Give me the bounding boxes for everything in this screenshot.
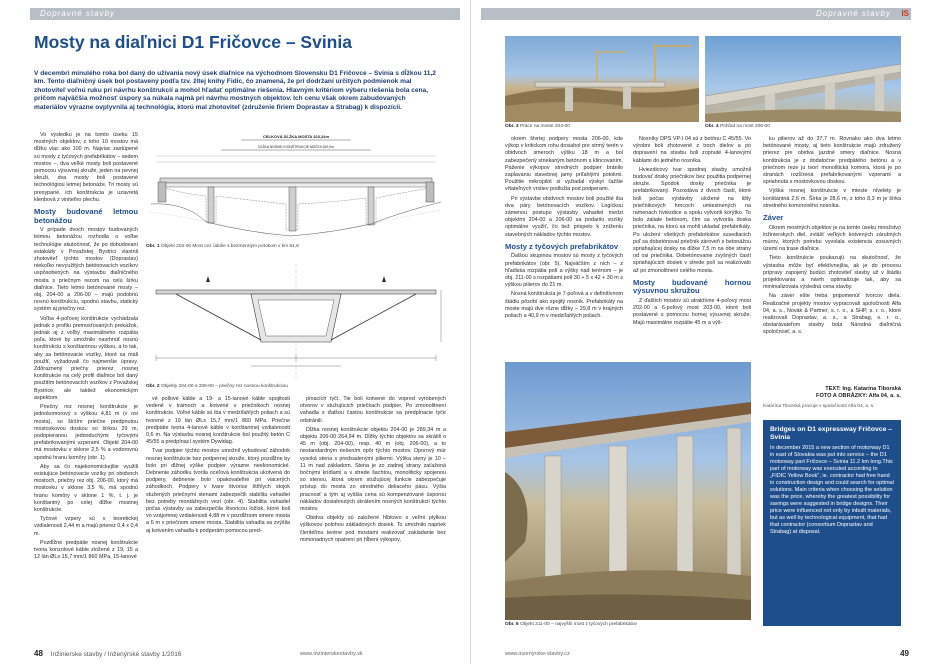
figure-1-caption [146, 244, 446, 250]
journal-name: Inžinierske stavby / Inženýrské stavby 1/2016 [50, 651, 182, 658]
subheading: Záver [763, 213, 784, 223]
subheading: Mosty budované hornou výsuvnou skružou [633, 277, 751, 296]
paragraph: Pozdĺžne predpätie nosnej konštrukcie tvoria konzolové káble zložené z 19, 15 a 12 lán ØLs 15,7 mm/1 860 MPa, 15-lanové [34, 539, 138, 561]
paragraph: V prípade dvoch mostov budovaných letmou betonážou rozhodla o voľbe technológie skutočnosť, že po dobudovaní estakády v Považskej Bystrici vlastnil zhotoviteľ týchto mostov (Doprastav) niekoľko nevyužitých betónovacích vozíkov uspôsobených na výstavbu diaľničného mosta s priečnym rezom na celú šírku diaľnice. Tieto letmo betónované mosty – obj. 204-00 a 206-00 – majú podobnú nosnú konštrukciu, spodnú stavbu, statický systém aj priečny rez. [34, 227, 138, 313]
caption-label: Obr. 1 [146, 244, 160, 249]
paragraph: Priečny rez nosnej konštrukcie je jednokomorový s výškou 4,81 m (v osi mosta), so širším priečne predpnutou mostovkovou doskou so šírkou 29 m, podopieranou jednoduchými tyčovými prefabrikovanými vzperami. Objekt 204-00 má mostovku v sklone 2,5 % a vodorovnú spodnú hranu komôry (obr. 1). [34, 404, 138, 461]
construction-photo-svg [505, 36, 699, 122]
figure-2-cross-section-drawing [146, 262, 446, 382]
paragraph: Pri výstavbe obidvoch mostov boli použité iba dva páry betónovacích vozíkov. Logickou zámenou postupu výstavby vahadiel medzi objektmi 204-00 a 206-00 sa podarilo vozíky optimálne využiť, čo tiež prispelo k zníženiu stavebných nákladov týchto mostov. [505, 195, 623, 238]
article-lead: V decembri minulého roka bol daný do užívania nový úsek diaľnice na východnom Slovensku D1 Fričovce – Svinia s dĺžkou 11,2 km. Tento diaľničný úsek bol postavený podľa tzv. žltej knihy Fidic, čo znamená, že pri dodržaní určitých podmienok mal zhotoviteľ voľnú ruku pri návrhu konštrukcií a mohol hľadať optimálne riešenia. Hlavným kritériom výberu riešenia bola cena, pričom najväčšia možnosť úspory sa núkala najmä pri návrhu mostných objektov. Ich cenu však okrem zabudovaných materiálov výrazne ovplyvnila aj technológia, ktorú mal zhotoviteľ (združenie firiem Doprastav a Strabag) k dispozícii. [34, 70, 436, 111]
paragraph: pínacích tyčí. Tie boli kotvené do vopred vyrobených otvorov v stužujúcich priečkach podpier. Po zmonolitnení vahadla s ďalšou častou konštrukcie sa predpínacie tyče odstránili. [300, 396, 446, 424]
page-number: 49 [900, 649, 909, 658]
left-column-3 [300, 396, 446, 644]
right-column-1 [505, 136, 623, 358]
caption-label: Obr. 5 [505, 622, 519, 627]
paragraph: Obidva objekty sú založené hĺbkovo s veľmi plytkou výškovou polohou základových dosiek. To umožnilo napriek čleriteľmu teréne pod mostami realizovať zakladanie bez mimoriadnych opatrení pri hĺbení výkopov, [300, 515, 446, 543]
right-page [470, 0, 940, 664]
paragraph: Na záver ešte treba pripomenúť tvorcov diela. Realizačné projekty mostov vypracovali spoločnosti Alfa 04, a. s., Novák & Partner, s. r. o., a SHP, s. r. o., ktoré realizovali Doprastav, a. s., a Strabag, s. r. o., obstarávateľom stavby bola Národná diaľničná spoločnosť, a. s. [763, 293, 901, 336]
right-footer-url: www.inzenyrske-stavby.cz [505, 651, 570, 657]
paragraph: ku pilierov až do 37,7 m. Rovnako ako dva letmo betónované mosty, aj tieto konštrukcie majú združený prierez pre obidva jazdné smery diaľnice. Nosná konštrukcia je z dodatočne predpätého betónu a v priečnom reze ju tvorí monolitická komora, ktorá je po stranách rozšírená prefabrikovanými vzperami a spriahnutá s mostovkovou doskou. [763, 136, 901, 186]
section-label: Dopravné stavby [815, 9, 891, 18]
summary-title: Bridges on D1 expressway Fričovce – Svinia [770, 426, 893, 441]
author-text-credit: TEXT: Ing. Katarína Tiborská [825, 386, 901, 392]
paragraph: Tieto konštrukcie poukazujú na skutočnosť, že výstavba môže byť efektívnejšia, ak je do procesu prípravy zapojený budúci zhotoviteľ stavby už v štádiu projektovania a návrh optimalizuje tak, aby sa minimalizovala výsledná cena stavby. [763, 255, 901, 291]
right-column-2 [633, 136, 751, 358]
figure-5-photo [505, 362, 751, 620]
bridge-piers-photo-svg [505, 362, 751, 620]
figure-3-caption [505, 124, 699, 130]
paragraph: Nosná konštrukcia je 7-poľová a v definitívnom štádiu pôsobí ako spojitý nosník. Prefabrikáty na moste majú dve rôzne dĺžky – 29,8 m v krajných poliach a 40,9 m v medziľahlých poliach. [505, 291, 623, 320]
drawing-title: CELKOVÁ DĹŽKA MOSTA 323,34m [262, 134, 330, 139]
figure-2-caption [146, 384, 446, 390]
figure-4-caption [705, 124, 901, 130]
paragraph: Dĺžka nosnej konštrukcie objektu 204-00 je 289,34 m a objektu 206-00 264,94 m. Dĺžky týchto objektov sa skrátili o 45 m (obj. 204-00), resp. 40 m (obj. 206-00), a to nestandardným riešením opôr týchto mostov. Oporový múr vysoká stena s predsadenými piliermi. Výška steny je 10 – 11 m nad základom. Stena je zo zadnej strany zaťažená bočnými krídlami a v strede šachtou, monoliticky spojenou so stenou, ktorá okrem stužujúcej funkcie zabezpečuje prístup do mosta zo stredného deliaceho pásu. Výšia pracnosť a tým aj vyššia cena sú kompenzované úsporou nákladov dosiahnutých skrátením nosných konštrukcií týchto mostov. [300, 426, 446, 513]
figure-4-photo [705, 36, 901, 122]
left-footer [34, 649, 182, 658]
paragraph: Okrem mostných objektov je na tomto úseku množstvo inžinierskych diel, zvlášť veľkých kotvených zárubných múrov, ktorých potrebu vyvolala existencia zosuvných území na trase diaľnice. [763, 224, 901, 253]
paragraph: Tyčové vzpery sú v teoretickej vzdialenosti 2,44 m a majú prierez 0,4 x 0,4 m. [34, 516, 138, 537]
left-footer-url: www.inzinierskestavby.sk [300, 651, 363, 657]
figure-1-elevation-drawing [146, 132, 446, 242]
caption-text: Pohľad na most 206-00 [719, 124, 770, 129]
paragraph: Z ďalších mostov sú atraktívne 4-poľový most 202-00 a 6-poľový most 203-00, ktoré boli postavené s pomocou hornej výsuvnej skruže. Majú maximálne rozpätie 45 m a výš- [633, 298, 751, 326]
left-column-2 [146, 396, 290, 644]
drawing-subtitle: DĹŽKA NOSNEJ KONŠTRUKCIE MOSTA 320,0m [258, 145, 334, 149]
paragraph: okrem štvrtej podpery mosta 206-00, kde výkop v kritickom rohu dosiahol pre strmý terén v obidvoch smeroch výšku 18 m a bol zabezpečený striekaným betónom s klincovaním. Paženie výkopov stredných podpier bránilo zapĺavaniu stavebnej jamy priľahlými potokmi. Použitie mikropilót si vyžiadal výskyt ťažšie vŕtateľných vrstiev podložia pod podperami. [505, 136, 623, 193]
page-number: 48 [34, 649, 43, 658]
paragraph: Hviezdicový tvar spodnej stavby umožnil budovať dosky priečnikov bez použitia podpernej skruže. Spodok dosky priečnika je prefabrikovaný. Pozostáva z dvoch častí, ktoré boli počas výstavby uložené na lišty priečnikových hrncoch umiestnených na ramenách hviezdice a spolu vytvorili korýtko. To bolo zaliate betónom, čím sa vytvorila doska priečnika, na ktorú sa mohli ukladať prefabrikáty. Po uložení všetkých prefabrikátov susediacich poľ sa dobetónoval priečnik zároveň s betonážou spriahajúcej dosky na dĺžke 7,5 m na obe strany od osi priečnika. Dobetónovanie zvyšných častí spriahajúcich dosiek v strede polí sa realizovalo až po zmonolitnení celého mosta. [633, 166, 751, 274]
caption-text: Práce na moste 204-00 [519, 124, 570, 129]
caption-text: Objekty 204-00 a 206-00 – priečny rez nosnou konštrukciou [160, 384, 288, 389]
caption-label: Obr. 3 [505, 124, 519, 129]
author-bio: Katarína Tiborská pracuje v spoločnosti Alfa 04, a. s. [763, 404, 875, 409]
bridge-elevation-svg [146, 132, 446, 242]
paragraph: Vo výsledku je na tomto úseku 15 mostných objektov, z toho 10 mostov má dĺžku viac ako 100 m. Najviac zastúpené sú mosty z tyčových prefabrikátov – sedem mostov –, dva veľké mosty boli postavené pomocou výsuvnej skruže, jeden na pevnej skruži, dva mosty boli postavené technológiou letmej betonáže. Tri mosty sú presypané, ich konštrukcia je uzavretá klenbová z viniteľno plechu. [34, 132, 138, 203]
paragraph: Ďalšou skupinou mostov sú mosty z tyčových prefabrikátov (obr. 5). Najväčším z nich – z hľadiska rozpätia polí a výšky nad terénom – je obj. 211-00 s rozpätiami polí 30 + 5 x 42 + 30 m s výškou pilierov do 21 m. [505, 253, 623, 289]
paragraph: vé pollové káble a 19- a 15-lanové káble spojitosti vedené v trámoch a kotvené v priečnikoch nosnej konštrukcie. Voľné káble sú iba v medziľahlých poliach a sú tvorené z 19 lán ØLs 15,7 mm/1 860 MPa. Priečne predpätie tvoria 4-lanové káble v konštantnej vzdialenosti 0,6 m. Na výstavbu nosnej konštrukcie bol použitý betón C 45/55 a predpínací systém Dywidag. [146, 396, 290, 446]
subheading: Mosty z tyčových prefabrikátov [505, 241, 619, 251]
figure-5-caption [505, 622, 751, 628]
caption-text: Objekt 204-00 Most cez údolie s bezmenným potokom v km 81,8 [160, 244, 299, 249]
cross-section-svg [146, 262, 446, 382]
author-photo-credit: FOTO A OBRÁZKY: Alfa 04, a. s. [816, 393, 901, 399]
paragraph: Voľba 4-poľovej konštrukcie vychádzala jednak z profilu premosťovaných prekážok, jednak aj z voľby maximálneho rozpätia poľa, ktoré by umožnilo navrhnúť nosnú konštrukciu s konštantnou výškou, a to tak, aby sa betónovacie vozíky, ktoré sa mali použiť, vyžadovali čo najmenšie úpravy. Zdôraznený priečny prierez nosnej konštrukcie na celý profil diaľnice bol daný použitím betónovacích vozíkov z Považskej Bystrice, ale taktiež ekonomickým aspektom. [34, 315, 138, 401]
paragraph: Výška nosnej konštrukcie v mieste nivelety je konštantná 2,6 m. Šírka je 28,6 m, z toho 8,3 m je šírka stredného komorového nosníka. [763, 188, 901, 209]
section-code: IS [901, 9, 909, 18]
article-title: Mosty na diaľnici D1 Fričovce – Svinia [34, 32, 352, 52]
paragraph: Nosníky DPS VP-I 04 sú z betónu C 45/55. Vo výrobni boli zhotovené z troch dielov a po dopravení na stavbu boli zopnuté 4-lanovými káblami do jedného nosníka. [633, 136, 751, 164]
paragraph: Aby sa čo najekonomickejšie využili existujúce betónovacie vozíky pri obidvoch mostoch, priečny rez obj. 206-00, ktorý má mostovku v sklone 3,5 %, má spodnú hranu komôry v sklone 1 %, t. j. je konštantný po celej dĺžke mostnej konštrukcie. [34, 463, 138, 513]
caption-text: Objekt 211-00 – najvyšší most z tyčových prefabrikátov [519, 622, 637, 627]
author-credits [763, 386, 901, 400]
summary-text: In december 2015 a new section of motorway D1 in east of Slovakia was put into service – the D1 motorway part Fričovce – Svinia 11.2 km long.This part of motorway was executed according to „FIDIC Yellow Book", ie. contractor had free hand in construction design and could search for optimal solutions. Main criteria when choosing the solution was the price, whereby the greatest possibility for savings were suggested in bridge designs. Their price were influenced not only by inbuilt materials, but as well by technological equipment, that had that contractor (consortium Doprastav and Strabag) at disposal. [770, 445, 894, 535]
right-column-3 [763, 136, 901, 380]
figure-3-photo [505, 36, 699, 122]
left-column-1 [34, 132, 138, 632]
section-label: Dopravné stavby [40, 9, 116, 18]
caption-label: Obr. 2 [146, 384, 160, 389]
subheading: Mosty budované letmou betonážou [34, 207, 138, 225]
paragraph: Tvar podpier týchto mostov umožnil vybudovať záhodok nosnej konštrukcie bez podpernej skruže, ktorý pozdĺžne by bolo pri dĺžnej výške podpier výrazne neekonomické. Debnenie záhodku tvorila oceľová konštrukcia ukotvená do podpery, debnenie bolo opakovateľné pri viacerých záhodkoch. Podpery v tvare štvorice štíhlych stojok stužených priečnymi stenami zabezpečili stabilitu vahadiel bez potreby montážnych vezí (obr. 4). Stabilita vahadiel počas výstavby sa zabezpečila štvoricou ložísk, ktoré boli vo vzájomnej vzdialenosti 4,88 m v pozdĺžnom smere mosta a 6 m v priečnom smere mosta. Stabilita vahadla sa zvýšila aj kotvením vahadla k podperám pomocou pred- [146, 448, 290, 534]
caption-label: Obr. 4 [705, 124, 719, 129]
bridge-photo-svg [705, 36, 901, 122]
english-summary-box [763, 420, 901, 626]
